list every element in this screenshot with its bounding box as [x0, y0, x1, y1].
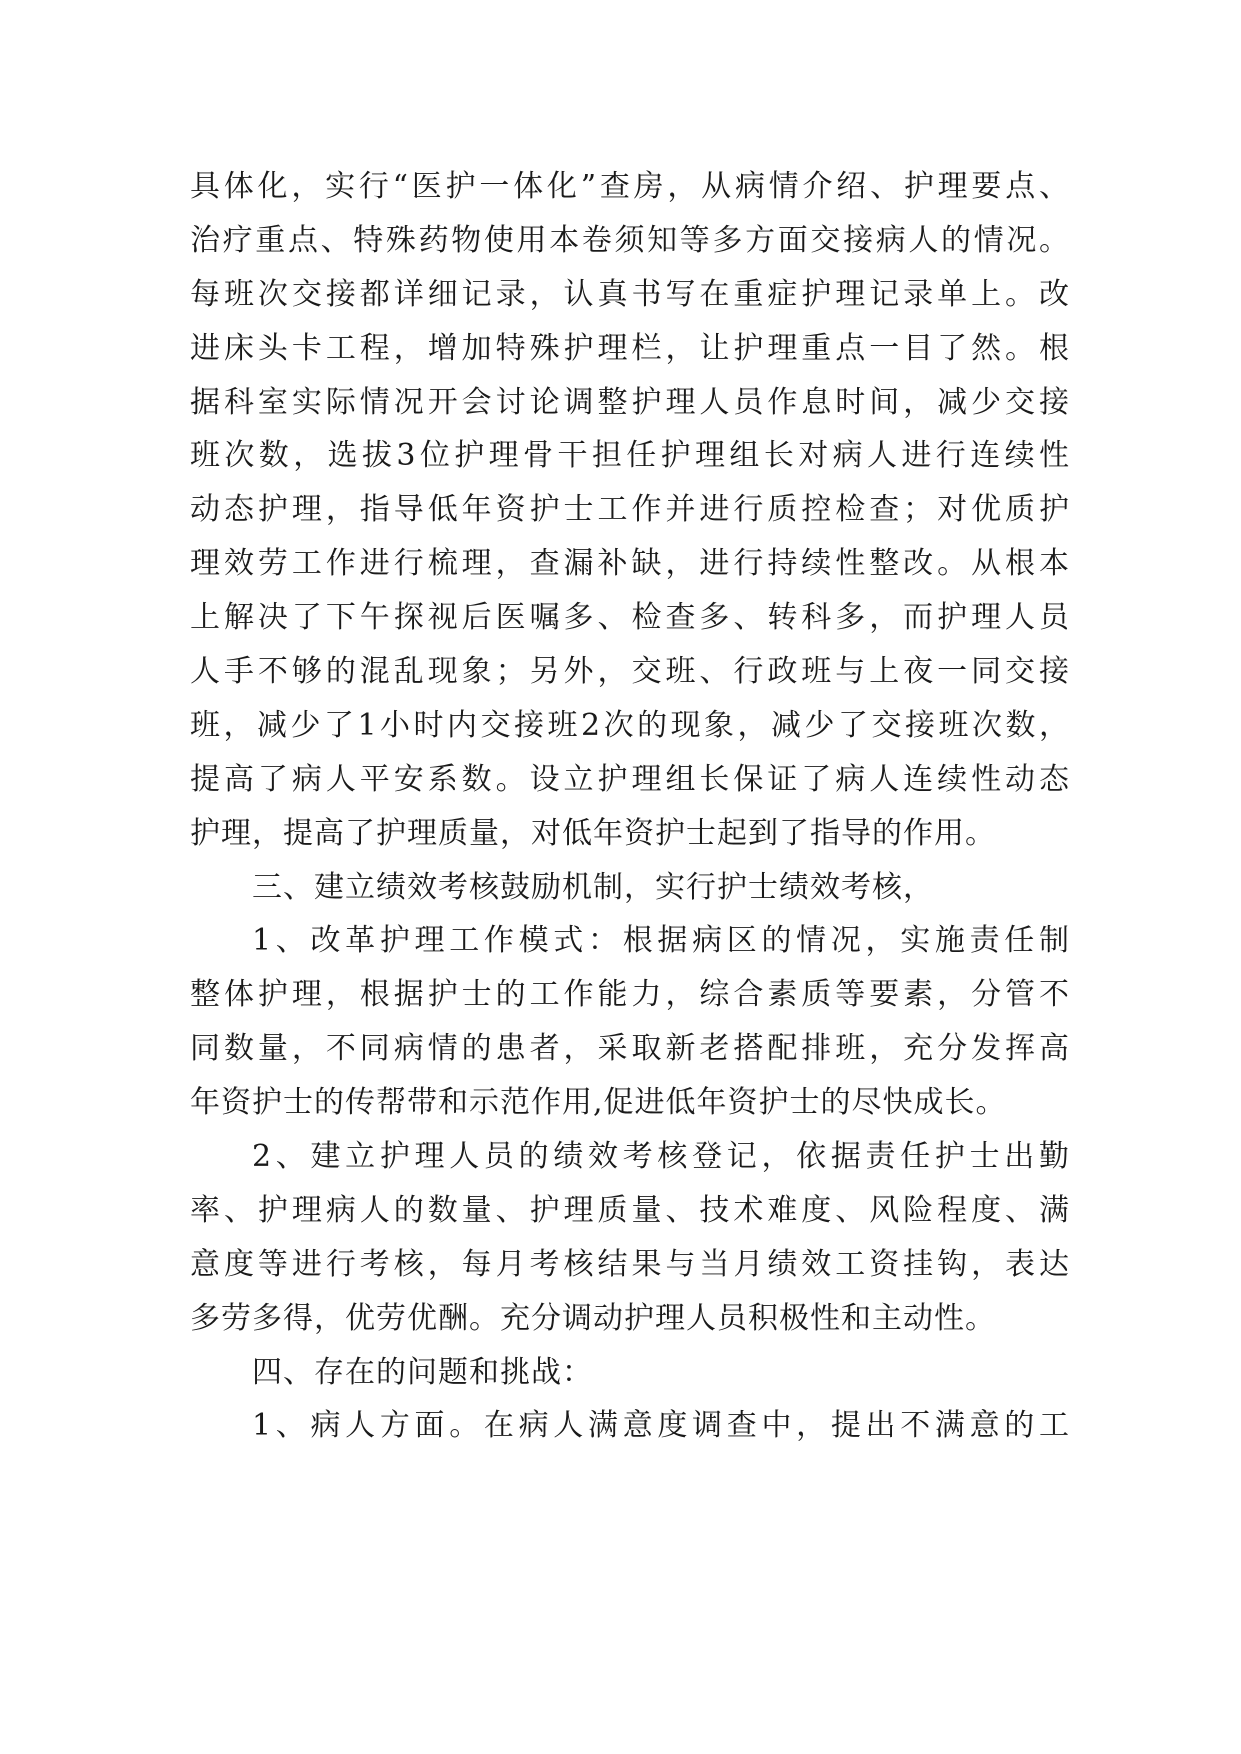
text-line: 每班次交接都详细记录，认真书写在重症护理记录单上。改 [190, 276, 1070, 312]
text-line: 意度等进行考核，每月考核结果与当月绩效工资挂钩，表达 [190, 1246, 1070, 1282]
text-line: 年资护士的传帮带和示范作用,促进低年资护士的尽快成长。 [190, 1085, 1007, 1121]
text-line: 具体化，实行“医护一体化”查房，从病情介绍、护理要点、 [190, 169, 1070, 204]
text-line: 1、病人方面。在病人满意度调查中，提出不满意的工 [252, 1408, 1070, 1444]
text-line: 班次数，选拔3位护理骨干担任护理组长对病人进行连续性 [190, 438, 1070, 474]
text-line: 人手不够的混乱现象；另外，交班、行政班与上夜一同交接 [190, 654, 1070, 690]
section-heading: 三、建立绩效考核鼓励机制，实行护士绩效考核， [252, 869, 934, 905]
text-line: 治疗重点、特殊药物使用本卷须知等多方面交接病人的情况。 [190, 222, 1070, 258]
text-line: 2、建立护理人员的绩效考核登记，依据责任护士出勤 [252, 1139, 1070, 1175]
text-line: 理效劳工作进行梳理，查漏补缺，进行持续性整改。从根本 [190, 546, 1070, 582]
text-line: 提高了病人平安系数。设立护理组长保证了病人连续性动态 [190, 761, 1070, 797]
text-line: 据科室实际情况开会讨论调整护理人员作息时间，减少交接 [190, 384, 1070, 420]
text-line: 1、改革护理工作模式：根据病区的情况，实施责任制 [252, 923, 1070, 959]
section-heading: 四、存在的问题和挑战： [252, 1354, 593, 1390]
text-line: 同数量，不同病情的患者，采取新老搭配排班，充分发挥高 [190, 1031, 1070, 1067]
text-line: 动态护理，指导低年资护士工作并进行质控检查；对优质护 [190, 492, 1070, 528]
text-line: 护理，提高了护理质量，对低年资护士起到了指导的作用。 [190, 815, 996, 851]
text-line: 率、护理病人的数量、护理质量、技术难度、风险程度、满 [190, 1192, 1070, 1228]
body-text [190, 160, 1070, 1453]
text-line: 上解决了下午探视后医嘱多、检查多、转科多，而护理人员 [190, 600, 1070, 636]
text-line: 多劳多得，优劳优酬。充分调动护理人员积极性和主动性。 [190, 1300, 996, 1336]
text-line: 班，减少了1小时内交接班2次的现象，减少了交接班次数， [190, 707, 1070, 743]
text-line: 进床头卡工程，增加特殊护理栏，让护理重点一目了然。根 [190, 330, 1070, 366]
text-line: 整体护理，根据护士的工作能力，综合素质等要素，分管不 [190, 977, 1070, 1013]
